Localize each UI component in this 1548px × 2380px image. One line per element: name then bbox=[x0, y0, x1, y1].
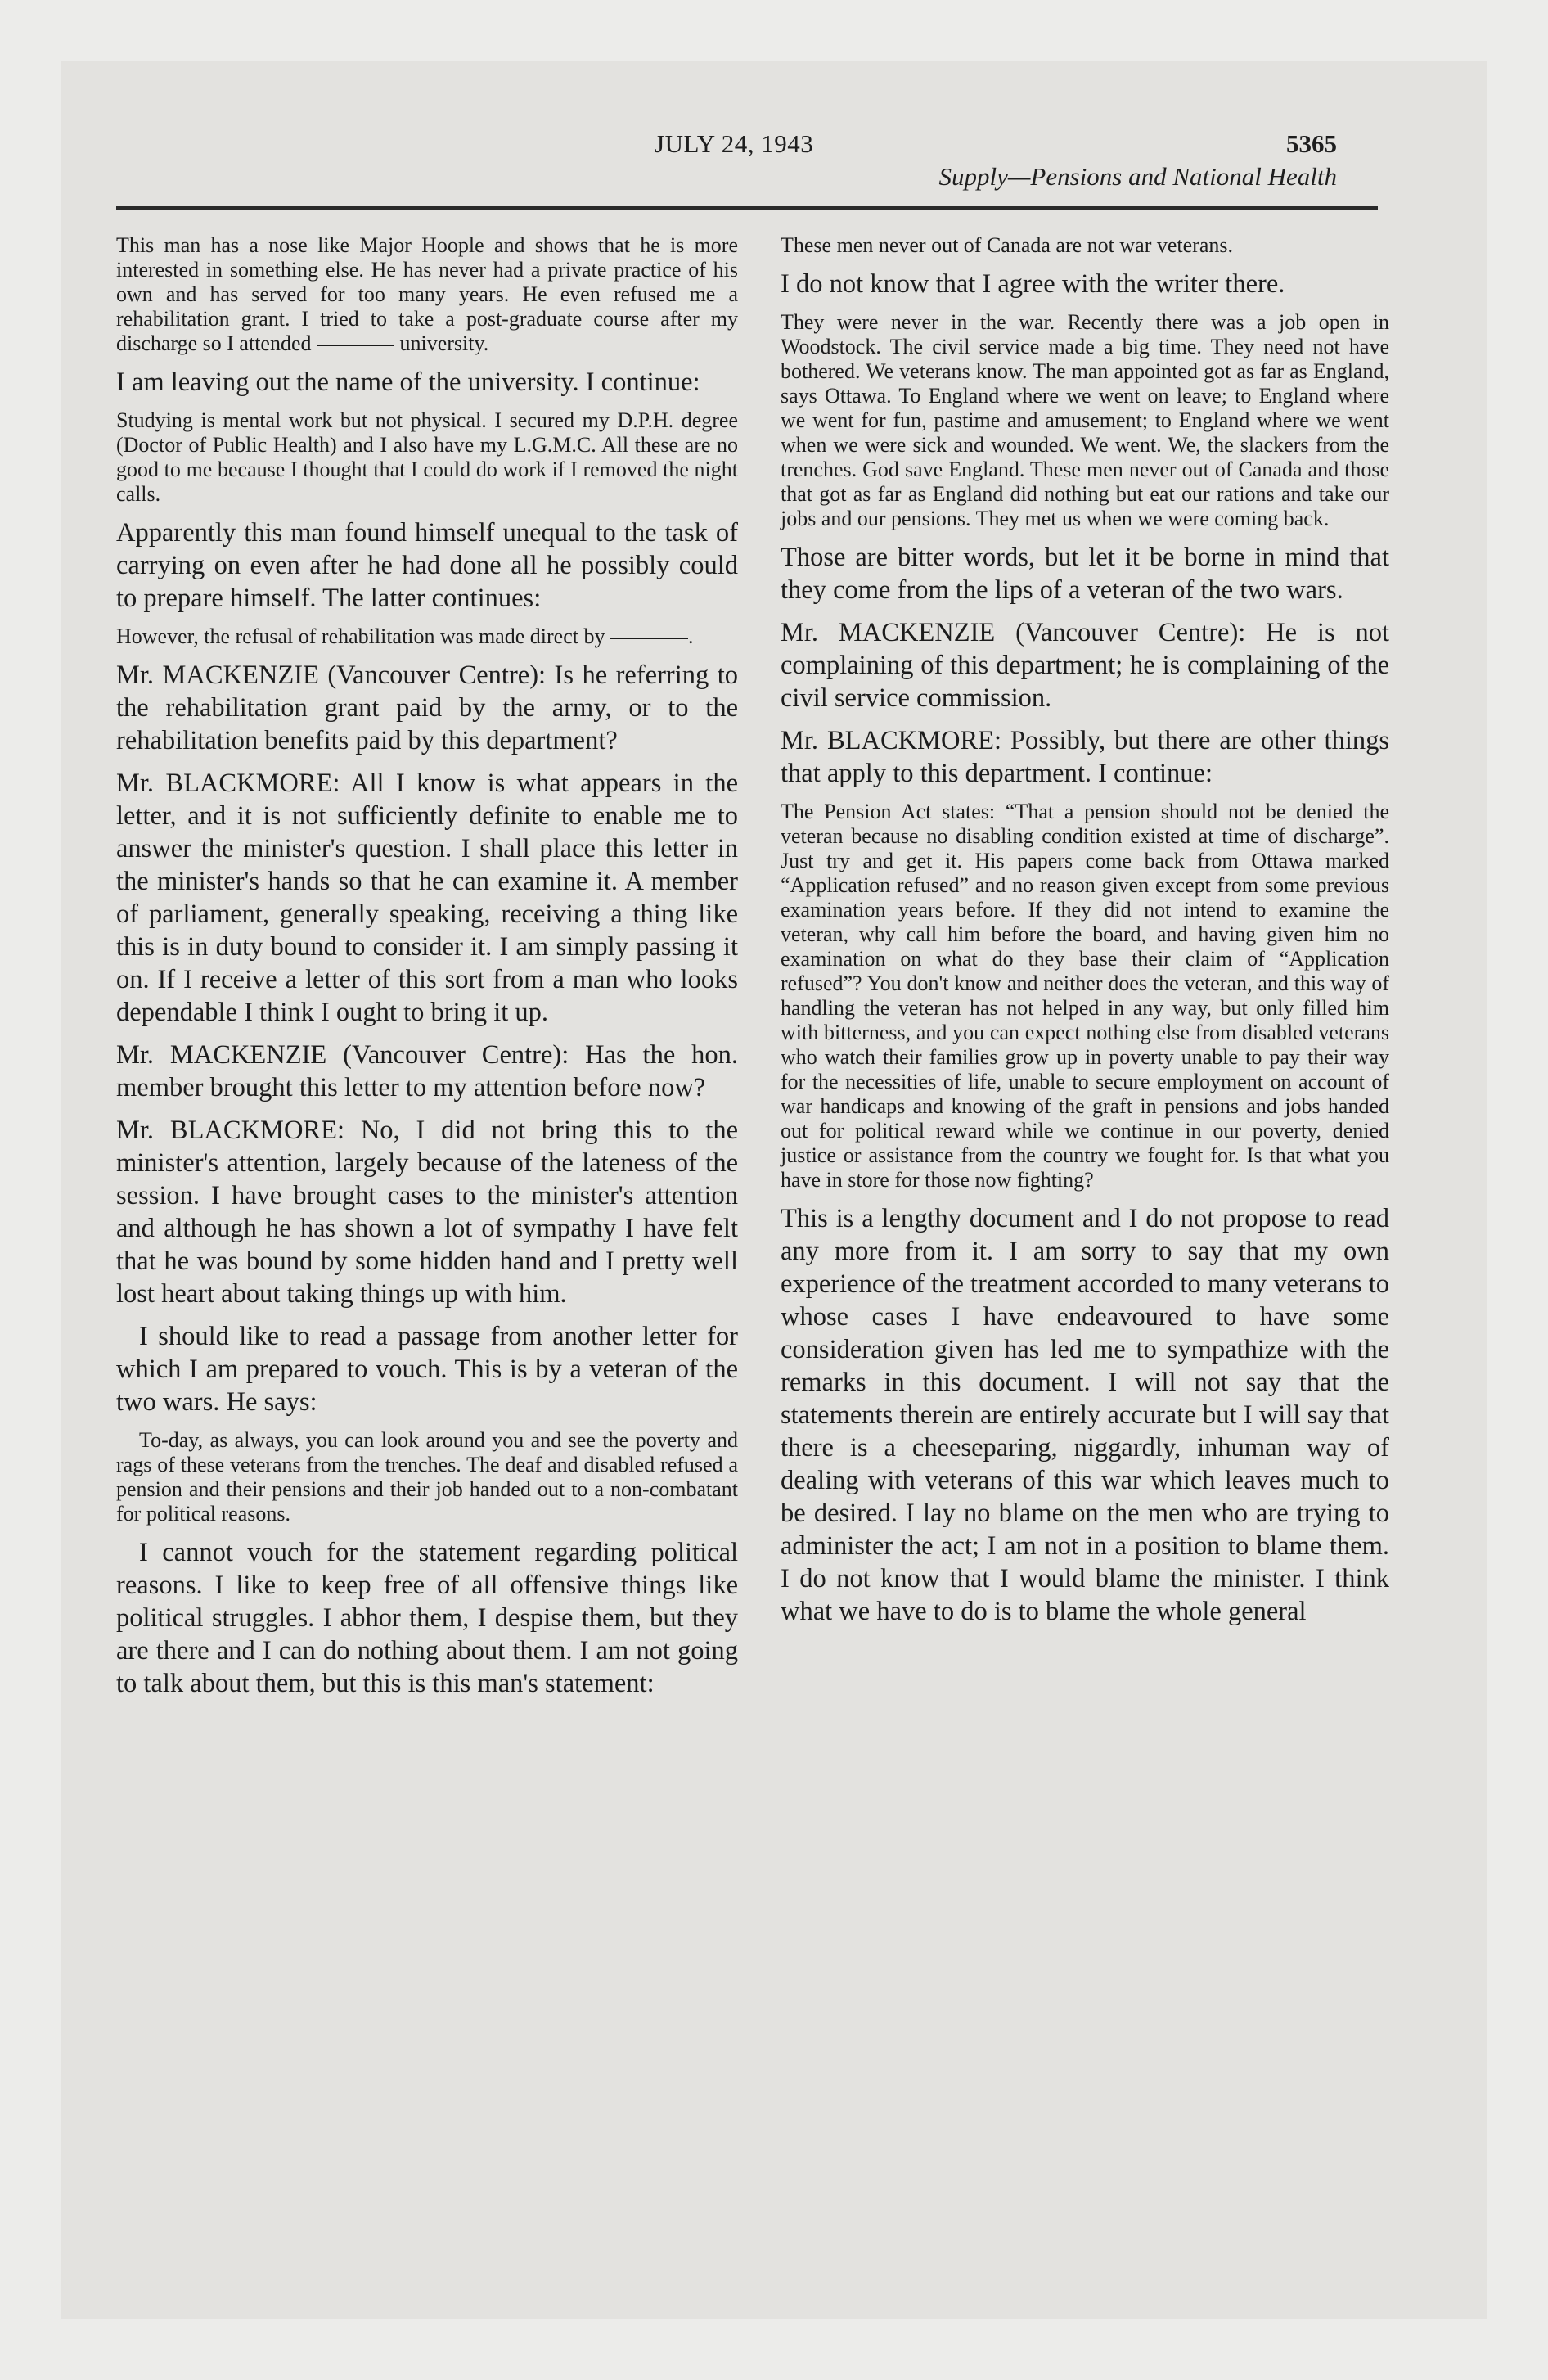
quote-paragraph: The Pension Act states: “That a pension should not be denied the veteran because no disabling condition existed at time of discharge”. Just try and get it. His papers come back from Ottawa marked “Application refused” and no reason given except from some previous examination years before. If they did not intend to examine the veteran, why call him before the board, and having given him no examination on what do they base their claim of “Application refused”? You don't know and neither does the veteran, and this way of handling the veteran has not helped in any way, but only filled him with bitterness, and you can expect nothing else from disabled veterans who watch their families grow up in poverty unable to pay their way for the necessities of life, unable to secure employment on account of war handicaps and knowing of the graft in pensions and jobs handed out for political reward while we continue in our poverty, denied justice or assistance from the country we fought for. Is that what you have in store for those now fighting? bbox=[781, 800, 1389, 1192]
speech-paragraph: Mr. BLACKMORE: No, I did not bring this to the minister's attention, largely because of the lateness of the session. I have brought cases to the minister's attention and although he has shown a lot of sympathy I have felt that he was bound by some hidden hand and I pretty well lost heart about taking things up with him. bbox=[116, 1116, 738, 1309]
speech-paragraph: I do not know that I agree with the writer there. bbox=[781, 269, 1285, 299]
speech-paragraph: Mr. MACKENZIE (Vancouver Centre): Is he referring to the rehabilitation grant paid by the army, or to the rehabilitation benefits paid by this department? bbox=[116, 660, 738, 755]
quote-text: university. bbox=[394, 331, 489, 355]
quote-paragraph: Studying is mental work but not physical. I secured my D.P.H. degree (Doctor of Public Health) and I also have my L.G.M.C. All these are no good to me because I thought that I could do work if I removed the night calls. bbox=[116, 408, 738, 506]
page-number: 5365 bbox=[1286, 129, 1337, 158]
speech-paragraph: Mr. MACKENZIE (Vancouver Centre): Has the hon. member brought this letter to my attention before now? bbox=[116, 1040, 738, 1102]
quote-text: This man has a nose like Major Hoople and shows that he is more interested in something else. He has never had a private practice of his own and has served for too many years. He even refused me a rehabilitation grant. I tried to take a post-graduate course after my discharge so I attended bbox=[116, 233, 738, 355]
quote-text: However, the refusal of rehabilitation was made direct by bbox=[116, 624, 610, 648]
header-date: JULY 24, 1943 bbox=[655, 129, 814, 158]
speech-paragraph: Those are bitter words, but let it be borne in mind that they come from the lips of a veteran of the two wars. bbox=[781, 543, 1389, 605]
section-title: Supply—Pensions and National Health bbox=[938, 162, 1337, 191]
quote-paragraph bbox=[116, 624, 738, 649]
quote-paragraph: To-day, as always, you can look around you and see the poverty and rags of these veterans from the trenches. The deaf and disabled refused a pension and their pensions and their job handed out to a non-combatant for political reasons. bbox=[116, 1428, 738, 1526]
left-column bbox=[116, 233, 738, 1710]
quote-paragraph bbox=[116, 233, 738, 356]
quote-text: . bbox=[687, 624, 694, 648]
speech-paragraph: I cannot vouch for the statement regarding political reasons. I like to keep free of all offensive things like political struggles. I abhor them, I despise them, but they are there and I can do nothing about them. I am not going to talk about them, but this is this man's statement: bbox=[116, 1538, 738, 1698]
redacted-blank bbox=[610, 638, 688, 639]
speech-paragraph: I am leaving out the name of the university. I continue: bbox=[116, 367, 700, 397]
header-rule bbox=[116, 206, 1378, 210]
quote-paragraph: They were never in the war. Recently there was a job open in Woodstock. The civil service made a big time. They need not have bothered. We veterans know. The man appointed got as far as England, says Ottawa. To England where we went on leave; to England where we went for fun, pastime and amusement; to England where we went when we were sick and wounded. We went. We, the slackers from the trenches. God save England. These men never out of Canada and those that got as far as England did nothing but eat our rations and take our jobs and our pensions. They met us when we were coming back. bbox=[781, 310, 1389, 530]
right-column bbox=[781, 233, 1389, 1638]
speech-paragraph: This is a lengthy document and I do not propose to read any more from it. I am sorry to say that my own experience of the treatment accorded to many veterans to whose cases I have endeavoured to have some consideration given has led me to sympathize with the remarks in this document. I will not say that the statements therein are entirely accurate but I will say that there is a cheeseparing, niggardly, inhuman way of dealing with veterans of this war which leaves much to be desired. I lay no blame on the men who are trying to administer the act; I am not in a position to blame them. I do not know that I would blame the minister. I think what we have to do is to blame the whole general bbox=[781, 1204, 1389, 1626]
speech-paragraph: Mr. BLACKMORE: All I know is what appears in the letter, and it is not sufficiently definite to enable me to answer the minister's question. I shall place this letter in the minister's hands so that he can examine it. A member of parliament, generally speaking, receiving a thing like this is in duty bound to consider it. I am simply passing it on. If I receive a letter of this sort from a man who looks dependable I think I ought to bring it up. bbox=[116, 769, 738, 1027]
speech-paragraph: Apparently this man found himself unequal to the task of carrying on even after he had done all he possibly could to prepare himself. The latter continues: bbox=[116, 518, 738, 613]
speech-paragraph: Mr. MACKENZIE (Vancouver Centre): He is not complaining of this department; he is complaining of the civil service commission. bbox=[781, 618, 1389, 713]
speech-paragraph: I should like to read a passage from another letter for which I am prepared to vouch. This is by a veteran of the two wars. He says: bbox=[116, 1322, 738, 1417]
speech-paragraph: Mr. BLACKMORE: Possibly, but there are other things that apply to this department. I continue: bbox=[781, 726, 1389, 788]
quote-paragraph: These men never out of Canada are not war veterans. bbox=[781, 233, 1233, 257]
redacted-blank bbox=[317, 345, 394, 346]
